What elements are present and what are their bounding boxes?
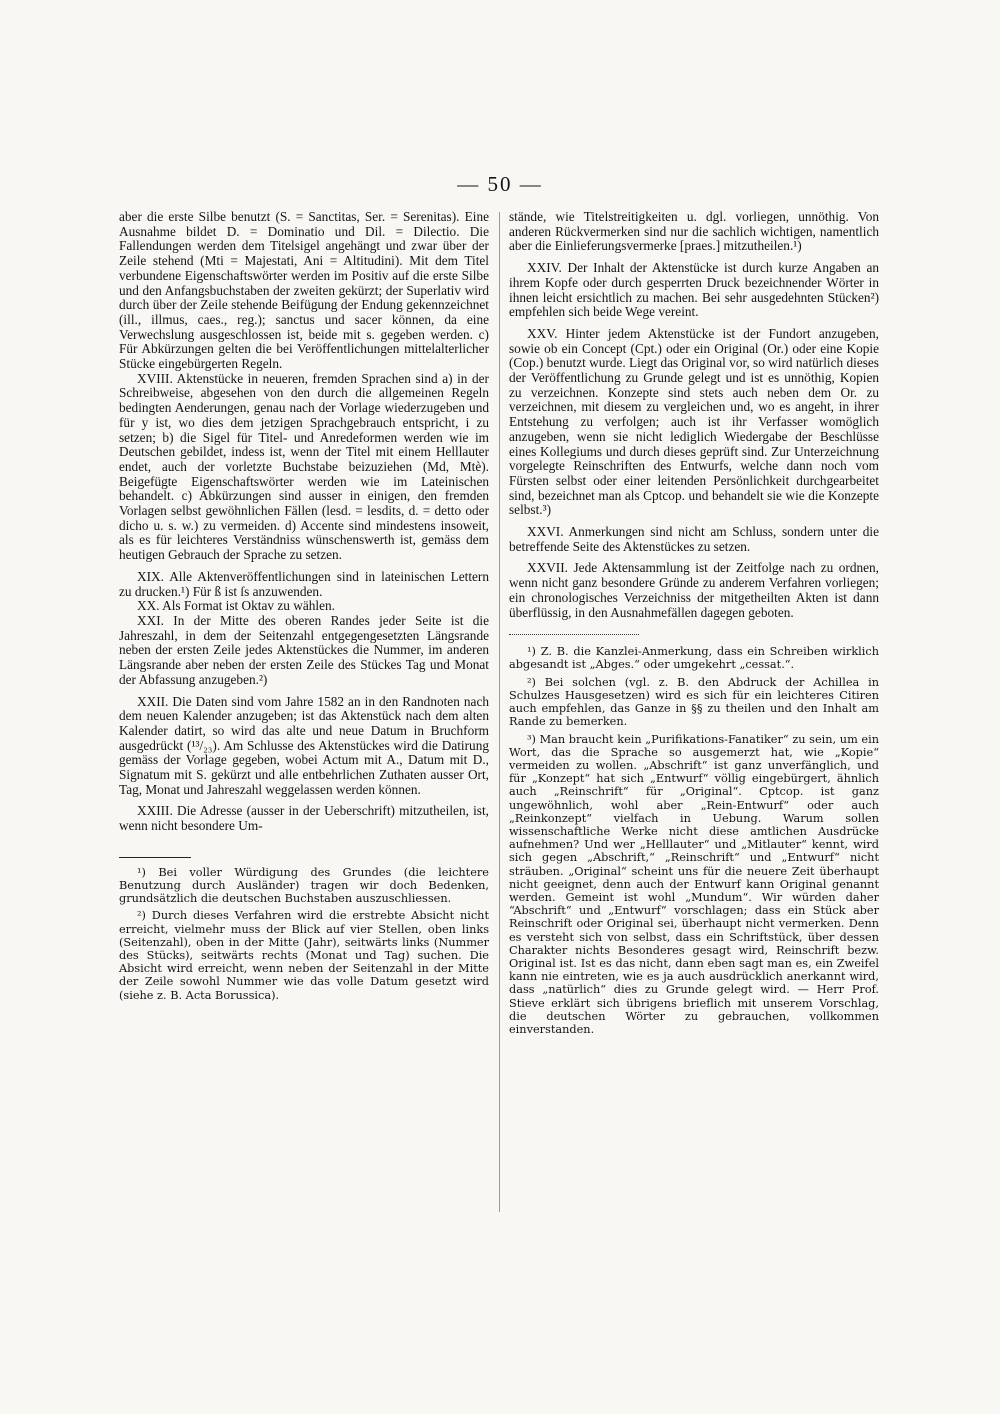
section-xxiv: XXIV. Der Inhalt der Aktenstücke ist durch kurze Angaben an ihrem Kopfe oder durch gesperrten Druck bezeichnender Wörter in ihnen leicht ersichtlich zu machen. Bei sehr ausgedehnten Stücken²) empfehlen sich beide Wege vereint. [509,260,879,320]
footnote-rule [119,857,191,858]
section-xxiii: XXIII. Die Adresse (ausser in der Ueberschrift) mitzutheilen, ist, wenn nicht besondere Um- [119,803,489,834]
page-number: — 50 — [457,172,543,196]
footnote-3: ³) Man braucht kein „Purifikations-Fanatiker“ zu sein, um ein Wort, das die Sprache so ausgemerzt hat, wie „Kopie“ vermeiden zu wollen. „Abschrift“ ist ganz unverfänglich, und für „Konzept“ hat sich „Entwurf“ völlig eingebürgert, ähnlich auch „Reinschrift“ für „Original“. Cptcop. ist ganz ungewöhnlich, wohl aber „Rein-Entwurf“ oder auch „Reinkonzept“ vielfach in Uebung. Warum sollen wissenschaftliche Werke nicht diese amtlichen Ausdrücke aufnehmen? Und wer „Helllauter“ und „Mitlauter“ kennt, wird sich gegen „Abschrift,“ „Reinschrift“ und „Entwurf“ nicht sträuben. „Original“ scheint uns für die neuere Zeit überhaupt nicht geeignet, denn auch der Entwurf kann Original genannt werden. Gemeint ist wohl „Mundum“. Wir würden daher “Abschrift“ und „Entwurf“ vorschlagen; dass ein Stück aber Reinschrift oder Original sei, überhaupt nicht vermerken. Denn es versteht sich von selbst, dass ein Schriftstück, über dessen Charakter nichts Besonderes gesagt wird, Reinschrift bezw. Original ist. Ist es das nicht, dann eben sagt man es, ein Zweifel kann nie eintreten, wie es ja auch ausdrücklich anerkannt wird, dass „natürlich“ dies zu Grunde gelegt wird. — Herr Prof. Stieve erklärt sich übrigens brieflich mit unserem Vorschlag, die deutschen Wörter zu gebrauchen, vollkommen einverstanden. [509,732,879,1036]
section-xxvi: XXVI. Anmerkungen sind nicht am Schluss, sondern unter die betreffende Seite des Aktenstückes zu setzen. [509,524,879,554]
footnote-2: ²) Bei solchen (vgl. z. B. den Abdruck der Achillea in Schulzes Hausgesetzen) wird es sich für ein leichteres Citiren auch empfehlen, das Ganze in §§ zu theilen und den Inhalt am Rande zu bemerken. [509,675,879,729]
section-xxii: XXII. Die Daten sind vom Jahre 1582 an in den Randnoten nach dem neuen Kalender anzugeben; ist das Aktenstück nach dem alten Kalender datirt, so wird das alte und neue Datum in Bruchform ausgedrückt (¹³/₂₃). Am Schlusse des Aktenstückes wird die Datirung gemäss der Vorlage gegeben, wobei Actum mit A., Datum mit D., Signatum mit S. gekürzt und alle entbehrlichen Zuthaten ausser Ort, Tag, Monat und Jahreszahl weggelassen werden können. [119,693,489,797]
right-column [509,210,879,1036]
column-divider [499,212,500,1212]
footnote-1: ¹) Z. B. die Kanzlei-Anmerkung, dass ein Schreiben wirklich abgesandt ist „Abges.“ oder umgekehrt „cessat.“. [509,645,879,672]
section-xix: XIX. Alle Aktenveröffentlichungen sind in lateinischen Lettern zu drucken.¹) Für ß ist ſs anzuwenden. [119,568,489,599]
right-paragraph: stände, wie Titelstreitigkeiten u. dgl. vorliegen, unnöthig. Von anderen Rückvermerken sind nur die sachlich wichtigen, namentlich aber die Einlieferungsvermerke [praes.] mitzutheilen.¹) [509,209,879,254]
footnote-rule [509,634,639,635]
section-xxvii: XXVII. Jede Aktensammlung ist der Zeitfolge nach zu ordnen, wenn nicht ganz besondere Gründe zu anderem Verfahren vorliegen; ein chronologisches Verzeichniss der mitgetheilten Akten ist dann überflüssig, in den Ausnahmefällen dagegen geboten. [509,560,879,620]
section-xx: XX. Als Format ist Oktav zu wählen. [137,598,335,614]
footnote-2: ²) Durch dieses Verfahren wird die erstrebte Absicht nicht erreicht, vielmehr muss der Blick auf vier Stellen, oben links (Seitenzahl), oben in der Mitte (Jahr), seitwärts links (Nummer des Stücks), seitwärts rechts (Monat und Tag) suchen. Die Absicht wird erreicht, wenn neben der Seitenzahl in der Mitte der Zeile sowohl Nummer wie das volle Datum gesetzt wird (siehe z. B. Acta Borussica). [119,909,489,1002]
section-xviii: XVIII. Aktenstücke in neueren, fremden Sprachen sind a) in der Schreibweise, abgesehen von den durch die allgemeinen Regeln bedingten Aenderungen, genau nach der Vorlage wiederzugeben und für y ist, wo dies dem jetzigen Sprachgebrauch entspricht, i zu setzen; b) die Sigel für Titel- und Anredeformen werden wie im Deutschen gebildet, indess ist, wenn der Titel mit einem Helllauter endet, auch der vorletzte Buchstabe beizuziehen (Md, Mtè). Beigefügte Eigenschaftswörter werden wie im Lateinischen behandelt. c) Abkürzungen sind ausser in einigen, den fremden Vorlagen selbst gewöhnlichen Fällen (lesd. = lesdits, d. = detto oder dicho u. s. w.) zu vermeiden. d) Accente sind mindestens insoweit, als es für leichteres Verständniss wünschenswerth ist, gemäss dem heutigen Gebrauch der Sprache zu setzen. [119,370,489,563]
footnote-1: ¹) Bei voller Würdigung des Grundes (die leichtere Benutzung durch Ausländer) tragen wir doch Bedenken, grundsätzlich die deutschen Buchstaben auszuschliessen. [119,865,489,906]
left-paragraph: aber die erste Silbe benutzt (S. = Sanctitas, Ser. = Serenitas). Eine Ausnahme bildet D. = Dominatio und Dil. = Dilectio. Die Fallendungen werden dem Titelsigel angehängt und zwar über der Zeile stehend (Mti = Majestati, Ani = Altitudini). Mit dem Titel verbundene Eigenschaftswörter werden im Positiv auf die erste Silbe und den Anfangsbuchstaben der zweiten gekürzt; der Superlativ wird durch über der Zeile stehende Beifügung der Endung gekennzeichnet (ill., illmus, caes., reg.); sanctus und sacer können, da eine Verwechslung ausgeschlossen ist, beide mit s. gegeben werden. c) Für Abkürzungen gelten die bei Veröffentlichungen mittelalterlicher Stücke eingebürgerten Regeln. [119,209,489,372]
left-column [119,210,489,1002]
section-xxi: XXI. In der Mitte des oberen Randes jeder Seite ist die Jahreszahl, in dem der Seitenzahl entgegengesetzten Längsrande neben der ersten Zeile jedes Aktenstückes die Nummer, im anderen Längsrande aber neben der ersten Zeile des Stückes Tag und Monat der Abfassung anzugeben.²) [119,612,489,687]
section-xxv: XXV. Hinter jedem Aktenstücke ist der Fundort anzugeben, sowie ob ein Concept (Cpt.) oder ein Original (Or.) oder eine Kopie (Cop.) benutzt wurde. Liegt das Original vor, so wird natürlich dieses der Veröffentlichung zu Grunde gelegt und ist es unnöthig, Kopien zu verzeichnen. Konzepte sind stets auch neben dem Or. zu verzeichnen, mit diesem zu vergleichen und, wo es angeht, in ihrer Entstehung zu verfolgen; auch ist ihr Verfasser womöglich anzugeben, wenn sie nicht lediglich Wiedergabe der Beschlüsse eines Kollegiums und durch dieses geprüft sind. Zur Unterzeichnung vorgelegte Reinschriften des Entwurfs, welche dann noch vom Fürsten selbst oder einer leitenden Persönlichkeit durchgearbeitet sind, bezeichnet man als Cptcop. und behandelt sie wie die Konzepte selbst.³) [509,325,879,518]
